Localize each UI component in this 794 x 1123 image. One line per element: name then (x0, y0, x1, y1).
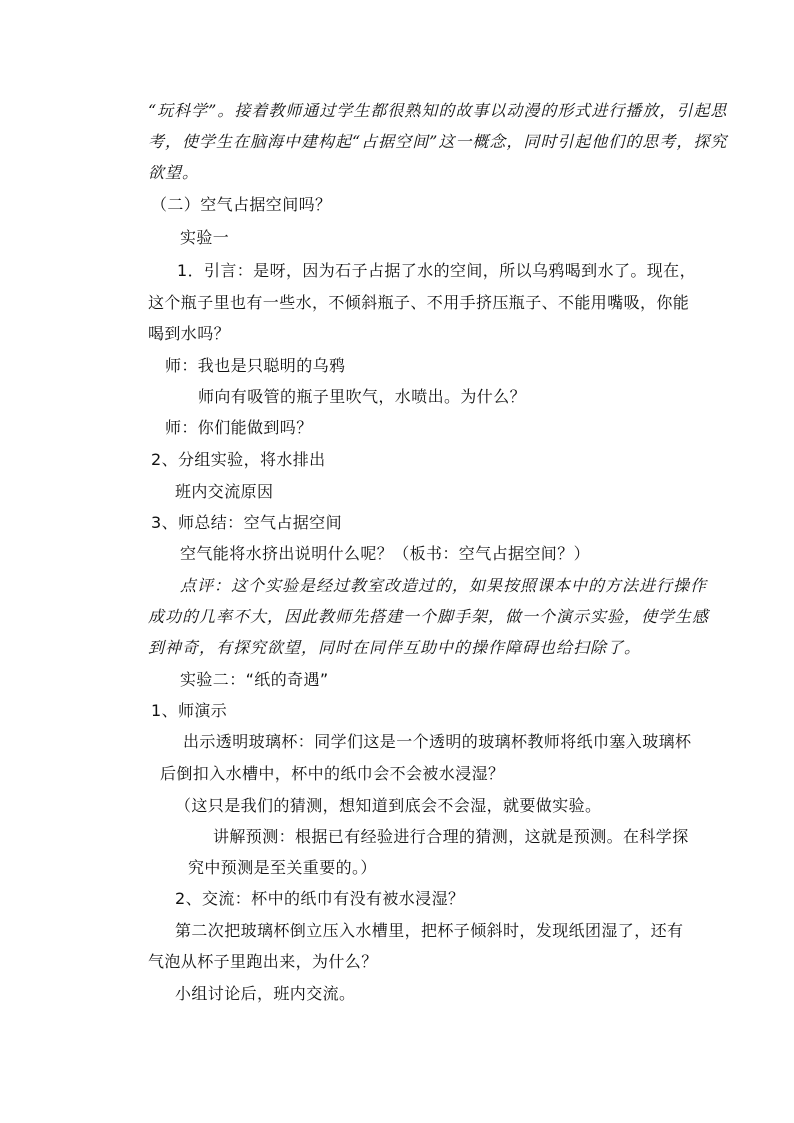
demo-line-1: 出示透明玻璃杯：同学们这是一个透明的玻璃杯教师将纸巾塞入玻璃杯 (183, 732, 692, 751)
teacher-line-2: 师：你们能做到吗？ (165, 418, 313, 437)
experiment1-step-2: 2、分组实验，将水排出 (151, 450, 326, 469)
comment-line-3: 到神奇，有探究欲望，同时在同伴互助中的操作障碍也给扫除了。 (148, 638, 642, 657)
experiment2-step-1: 1、师演示 (151, 701, 228, 720)
experiment1-step-3: 3、师总结：空气占据空间 (151, 513, 342, 532)
experiment1-intro-line-3: 喝到水吗？ (148, 324, 231, 343)
comment-line-2: 成功的几率不大，因此教师先搭建一个脚手架，做一个演示实验，使学生感 (148, 607, 710, 626)
intro-line-2: 考，使学生在脑海中建构起“占据空间”这一概念，同时引起他们的思考，探究 (148, 132, 728, 151)
teacher-action: 师向有吸管的瓶子里吹气，水喷出。为什么？ (198, 387, 527, 406)
experiment2-title: 实验二：“纸的奇遇” (180, 670, 329, 689)
section-heading: （二）空气占据空间吗？ (151, 195, 332, 214)
note-line: （这只是我们的猜测，想知道到底会不会湿，就要做实验。 (175, 796, 602, 815)
comment-line-1: 点评：这个实验是经过教室改造过的，如果按照课本中的方法进行操作 (180, 576, 708, 595)
experiment1-intro-line-1: 1．引言：是呀，因为石子占据了水的空间，所以乌鸦喝到水了。现在， (177, 261, 696, 280)
experiment1-step-3-sub: 空气能将水挤出说明什么呢？（板书：空气占据空间？） (180, 544, 591, 563)
experiment1-step-2-sub: 班内交流原因 (175, 482, 274, 501)
second-attempt-line-1: 第二次把玻璃杯倒立压入水槽里，把杯子倾斜时，发现纸团湿了，还有 (175, 921, 684, 940)
experiment1-title: 实验一 (180, 228, 230, 247)
second-attempt-line-2: 气泡从杯子里跑出来，为什么？ (148, 952, 378, 971)
explain-line-2: 究中预测是至关重要的。） (188, 858, 377, 877)
explain-line-1: 讲解预测：根据已有经验进行合理的猜测，这就是预测。在科学探 (213, 827, 689, 846)
intro-line-3: 欲望。 (148, 163, 200, 182)
teacher-line-1: 师：我也是只聪明的乌鸦 (165, 356, 346, 375)
experiment2-step-2: 2、交流：杯中的纸巾有没有被水浸湿？ (175, 889, 465, 908)
intro-line-1: “玩科学”。接着教师通过学生都很熟知的故事以动漫的形式进行播放，引起思 (148, 101, 728, 120)
group-discussion-line: 小组讨论后，班内交流。 (175, 984, 356, 1003)
demo-line-2: 后倒扣入水槽中，杯中的纸巾会不会被水浸湿？ (160, 764, 505, 783)
experiment1-intro-line-2: 这个瓶子里也有一些水，不倾斜瓶子、不用手挤压瓶子、不能用嘴吸，你能 (148, 293, 690, 312)
